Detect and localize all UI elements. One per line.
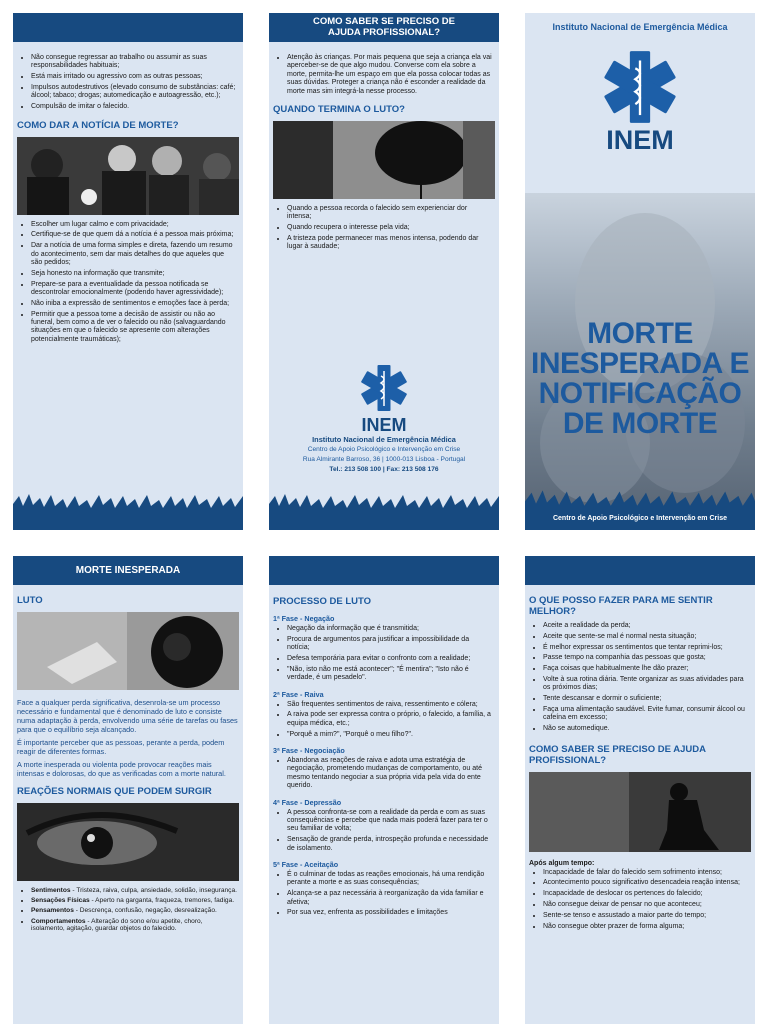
grass-decoration bbox=[13, 490, 243, 530]
list-item bbox=[31, 887, 237, 895]
logo-text: INEM bbox=[606, 125, 674, 155]
panel-1 bbox=[13, 13, 243, 530]
grass-decoration bbox=[269, 490, 499, 530]
title-line: INESPERADA E bbox=[531, 347, 749, 380]
fase-list bbox=[269, 809, 499, 853]
fase-list bbox=[269, 701, 499, 739]
cover-footer: Centro de Apoio Psicológico e Intervenção em Crise bbox=[552, 515, 727, 522]
heading-reacoes: REAÇÕES NORMAIS QUE PODEM SURGIR bbox=[17, 786, 212, 797]
fase-list bbox=[269, 871, 499, 918]
list-item: • Incapacidade de falar do falecido sem sofrimento intenso; bbox=[543, 869, 749, 877]
list-item: • Volte à sua rotina diária. Tente organizar as suas atividades para os próximos dias; bbox=[543, 676, 749, 693]
fase-list bbox=[269, 757, 499, 791]
list-item: • Está mais irritado ou agressivo com as outras pessoas; bbox=[31, 73, 237, 81]
list-ajuda bbox=[525, 869, 755, 931]
list-item: • Sente-se tenso e assustado a maior parte do tempo; bbox=[543, 912, 749, 920]
heading-dar-noticia: COMO DAR A NOTÍCIA DE MORTE? bbox=[17, 119, 179, 131]
paragraph: Face a qualquer perda significativa, desenrola-se um processo necessário e fundamental que é denominado de luto e consiste numa adaptação à perda, envolvendo uma série de tarefas ou fases para que o equilíbrio seja alcançado. bbox=[17, 698, 238, 734]
list-item: • Procura de argumentos para justificar a impossibilidade da notícia; bbox=[287, 636, 493, 653]
inem-logo bbox=[269, 363, 499, 434]
panel-header: COMO SABER SE PRECISO DE AJUDA PROFISSIONAL? bbox=[269, 13, 499, 42]
heading-quando-termina: QUANDO TERMINA O LUTO? bbox=[273, 104, 405, 116]
photo-umbrella bbox=[273, 121, 495, 199]
star-of-life-icon bbox=[600, 48, 680, 126]
title-line: NOTIFICAÇÃO bbox=[538, 377, 742, 410]
list-criancas bbox=[269, 54, 499, 96]
title-line: MORTE bbox=[587, 317, 693, 350]
list-reacoes bbox=[13, 887, 243, 933]
list-item: • É o culminar de todas as reações emocionais, há uma rendição perante a morte e as suas consequências; bbox=[287, 871, 493, 888]
list-item: • Quando a pessoa recorda o falecido sem experienciar dor intensa; bbox=[287, 205, 493, 222]
list-item: • A tristeza pode permanecer mas menos intensa, podendo dar lugar à saudade; bbox=[287, 235, 493, 252]
list-item: • Permitir que a pessoa tome a decisão de assistir ou não ao funeral, bem como a de ver o falecido ou não (salvaguardando situações em que o falecido se apresente com alterações potencialmente traumáticas); bbox=[31, 311, 237, 345]
photo-eye bbox=[17, 803, 239, 881]
heading-ajuda: COMO SABER SE PRECISO DE AJUDA PROFISSIONAL? bbox=[529, 743, 706, 766]
list-item: • Aceite que sente-se mal é normal nesta situação; bbox=[543, 633, 749, 641]
list-item: • É melhor expressar os sentimentos que tentar reprimi-los; bbox=[543, 644, 749, 652]
list-item: • Quando recupera o interesse pela vida; bbox=[287, 224, 493, 232]
photo-black-rose bbox=[17, 612, 239, 690]
item-label: Sentimentos bbox=[31, 887, 71, 894]
list-item bbox=[31, 907, 237, 915]
list-item: • Não consegue obter prazer de forma alguma; bbox=[543, 923, 749, 931]
list-item: • Defesa temporária para evitar o confronto com a realidade; bbox=[287, 655, 493, 663]
star-of-life-icon bbox=[358, 363, 410, 413]
list-item: • Escolher um lugar calmo e com privacidade; bbox=[31, 221, 237, 229]
list-item: • Por sua vez, enfrenta as possibilidades e limitações bbox=[287, 909, 493, 917]
heading-processo: PROCESSO DE LUTO bbox=[273, 596, 372, 607]
list-sentir-melhor bbox=[525, 622, 755, 734]
list-item: • Dar a notícia de uma forma simples e direta, fazendo um resumo do acontecimento, sem dar mais detalhes do que aqueles que são pedidos; bbox=[31, 242, 237, 267]
apos-label: Após algum tempo: bbox=[529, 859, 595, 867]
list-item: • Negação da informação que é transmitida; bbox=[287, 625, 493, 633]
list-item: • A pessoa confronta-se com a realidade da perda e com as suas consequências e percebe que nada mais poderá fazer para ter o seu familiar de volta; bbox=[287, 809, 493, 834]
list-item: • Compulsão de imitar o falecido. bbox=[31, 103, 237, 111]
list-item: • Prepare-se para a eventualidade da pessoa notificada se descontrolar emocionalmente (podendo haver agressividade); bbox=[31, 281, 237, 298]
panel-5 bbox=[269, 556, 499, 1024]
heading-sentir-melhor: O QUE POSSO FAZER PARA ME SENTIR MELHOR? bbox=[529, 595, 713, 617]
photo-mourners bbox=[17, 137, 239, 215]
list-item: • Impulsos autodestrutivos (elevado consumo de substâncias: café; álcool; tabaco; drogas; automedicação e autoagressão, etc.); bbox=[31, 84, 237, 101]
panel-header: MORTE INESPERADA bbox=[13, 556, 243, 585]
fase-title: 2ª Fase - Raiva bbox=[273, 689, 324, 699]
list-item: • Faça uma alimentação saudável. Evite fumar, consumir álcool ou cafeína em excesso; bbox=[543, 706, 749, 723]
list-item: • Seja honesto na informação que transmite; bbox=[31, 270, 237, 278]
item-label: Sensações Físicas bbox=[31, 897, 90, 905]
paragraph: A morte inesperada ou violenta pode provocar reações mais intensas e dolorosas, do que as verificadas com a morte natural. bbox=[17, 760, 226, 778]
panel-header-bar bbox=[525, 556, 755, 585]
cover-org: Instituto Nacional de Emergência Médica bbox=[552, 22, 728, 32]
heading-luto: LUTO bbox=[17, 595, 43, 606]
list-termina bbox=[269, 205, 499, 252]
list-item: • São frequentes sentimentos de raiva, ressentimento e cólera; bbox=[287, 701, 493, 709]
photo-sad-person bbox=[529, 772, 751, 852]
list-item: • Acontecimento pouco significativo desencadeia reação intensa; bbox=[543, 879, 749, 887]
list-item: • Não consegue deixar de pensar no que aconteceu; bbox=[543, 901, 749, 909]
list-item bbox=[31, 918, 237, 934]
list-item: • Aceite a realidade da perda; bbox=[543, 622, 749, 630]
list-item: • Faça coisas que habitualmente lhe dão prazer; bbox=[543, 665, 749, 673]
list-item: • Não consegue regressar ao trabalho ou assumir as suas responsabilidades habituais; bbox=[31, 54, 237, 71]
item-label: Pensamentos bbox=[31, 907, 74, 915]
list-item: • "Porquê a mim?", "Porquê o meu filho?". bbox=[287, 731, 493, 739]
item-text: - Descrença, confusão, negação, desrealização. bbox=[73, 907, 217, 915]
list-item: • Certifique-se de que quem dá a notícia é a pessoa mais próxima; bbox=[31, 231, 237, 239]
paragraph: É importante perceber que as pessoas, perante a perda, podem reagir de diferentes formas. bbox=[17, 738, 225, 756]
logo-text: INEM bbox=[361, 415, 407, 435]
list-item: • Alcança-se a paz necessária à reorganização da vida familiar e afetiva; bbox=[287, 890, 493, 907]
address: Rua Almirante Barroso, 36 | 1000-013 Lisboa - Portugal bbox=[302, 456, 466, 463]
fase-title: 3ª Fase - Negociação bbox=[273, 746, 345, 756]
list-item: • Incapacidade de deslocar os pertences do falecido; bbox=[543, 890, 749, 898]
fase-title: 4ª Fase - Depressão bbox=[273, 797, 342, 807]
fase-list bbox=[269, 625, 499, 683]
centro-name: Centro de Apoio Psicológico e Intervenção em Crise bbox=[307, 446, 461, 453]
list-impulsos bbox=[13, 54, 243, 112]
panel-header-bar bbox=[269, 556, 499, 585]
item-text: - Alteração do sono e/ou apetite, choro, isolamento, agitação, guardar objetos do falecido. bbox=[31, 917, 203, 933]
fase-title: 5ª Fase - Aceitação bbox=[273, 860, 339, 870]
item-label: Comportamentos bbox=[31, 917, 86, 925]
inem-logo-large bbox=[525, 48, 755, 153]
list-item: • A raiva pode ser expressa contra o próprio, o falecido, a família, a equipa médica, etc.; bbox=[287, 711, 493, 728]
contacts: Tel.: 213 508 100 | Fax: 213 508 176 bbox=[329, 466, 439, 473]
list-item: • Sensação de grande perda, introspeção profunda e necessidade de isolamento. bbox=[287, 836, 493, 853]
item-text: - Tristeza, raiva, culpa, ansiedade, solidão, insegurança. bbox=[70, 887, 237, 894]
list-item bbox=[31, 897, 237, 905]
list-item: • Abandona as reações de raiva e adota uma estratégia de negociação, prometendo mudanças de comportamento, ou até mesmo tentando negociar a sua própria vida pela vida do ente querido. bbox=[287, 757, 493, 791]
cover-title bbox=[525, 319, 755, 439]
list-item: • Passe tempo na companhia das pessoas que gosta; bbox=[543, 654, 749, 662]
panel-4 bbox=[13, 556, 243, 1024]
panel-6 bbox=[525, 556, 755, 1024]
list-item: • Não se automedique. bbox=[543, 725, 749, 733]
list-item: • Tente descansar e dormir o suficiente; bbox=[543, 695, 749, 703]
list-noticia bbox=[13, 221, 243, 345]
panel-2 bbox=[269, 13, 499, 530]
list-item: • "Não, isto não me está acontecer"; "É mentira"; "Isto não é verdade, é um pesadelo". bbox=[287, 666, 493, 683]
panel-header-bar bbox=[13, 13, 243, 42]
title-line: DE MORTE bbox=[562, 407, 718, 440]
cover-photo bbox=[525, 193, 755, 530]
list-item: • Não iniba a expressão de sentimentos e emoções face à perda; bbox=[31, 300, 237, 308]
list-item: • Atenção às crianças. Por mais pequena que seja a criança ela vai aperceber-se de que algo mudou. Converse com ela sobre a morte, permita-lhe um espaço em que ela possa colocar todas as suas dúvidas. Proteger a criança não é esconder a realidade da morte mas sim integrá-la nesse processo. bbox=[287, 54, 493, 96]
grass-decoration bbox=[525, 486, 755, 530]
panel-cover bbox=[525, 13, 755, 530]
item-text: - Aperto na garganta, fraqueza, tremores, fadiga. bbox=[89, 897, 235, 905]
org-name: Instituto Nacional de Emergência Médica bbox=[312, 435, 456, 444]
fase-title: 1ª Fase - Negação bbox=[273, 614, 335, 623]
